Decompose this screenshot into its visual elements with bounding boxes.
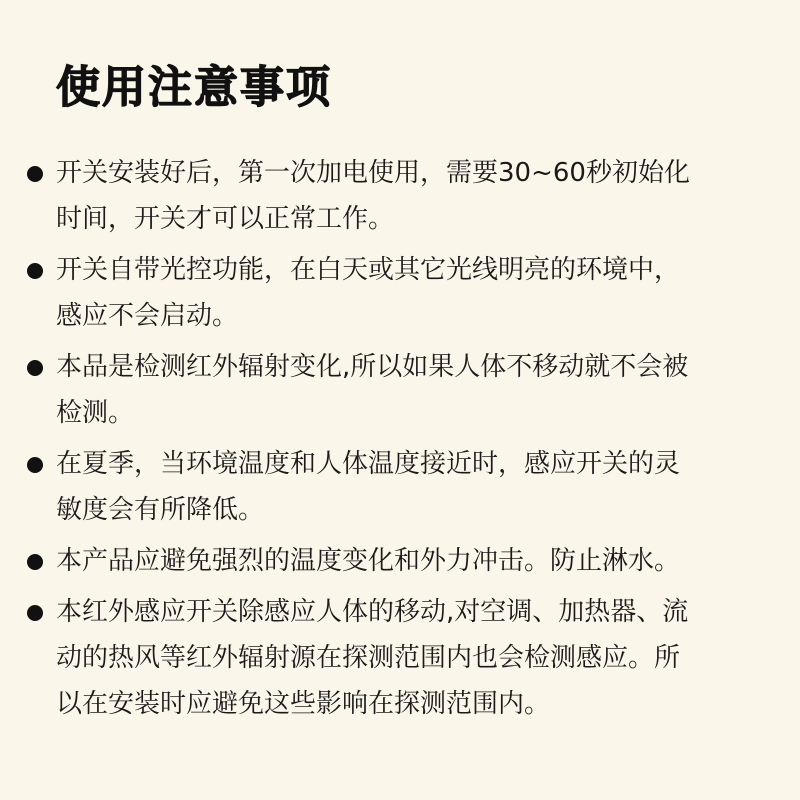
note-text: 在夏季，当环境温度和人体温度接近时，感应开关的灵 敏度会有所降低。 (56, 449, 681, 525)
notes-list (0, 150, 800, 732)
note-text: 本产品应避免强烈的温度变化和外力冲击。防止淋水。 (56, 546, 681, 576)
bullet-icon (27, 554, 43, 570)
list-item (0, 344, 800, 436)
bullet-icon (27, 605, 43, 621)
list-item (0, 150, 800, 242)
note-text: 开关自带光控功能，在白天或其它光线明亮的环境中， 感应不会启动。 (56, 255, 681, 331)
bullet-icon (27, 457, 43, 473)
bullet-icon (27, 263, 43, 279)
bullet-icon (27, 166, 43, 182)
page-title: 使用注意事项 (56, 62, 332, 113)
note-text: 本品是检测红外辐射变化,所以如果人体不移动就不会被 检测。 (56, 352, 689, 428)
list-item (0, 538, 800, 584)
list-item (0, 441, 800, 533)
bullet-icon (27, 360, 43, 376)
list-item (0, 589, 800, 727)
list-item (0, 247, 800, 339)
note-text: 本红外感应开关除感应人体的移动,对空调、加热器、流 动的热风等红外辐射源在探测范围内也会检测感应。所 以在安装时应避免这些影响在探测范围内。 (56, 597, 689, 719)
note-text: 开关安装好后，第一次加电使用，需要30~60秒初始化 时间，开关才可以正常工作。 (56, 158, 690, 234)
